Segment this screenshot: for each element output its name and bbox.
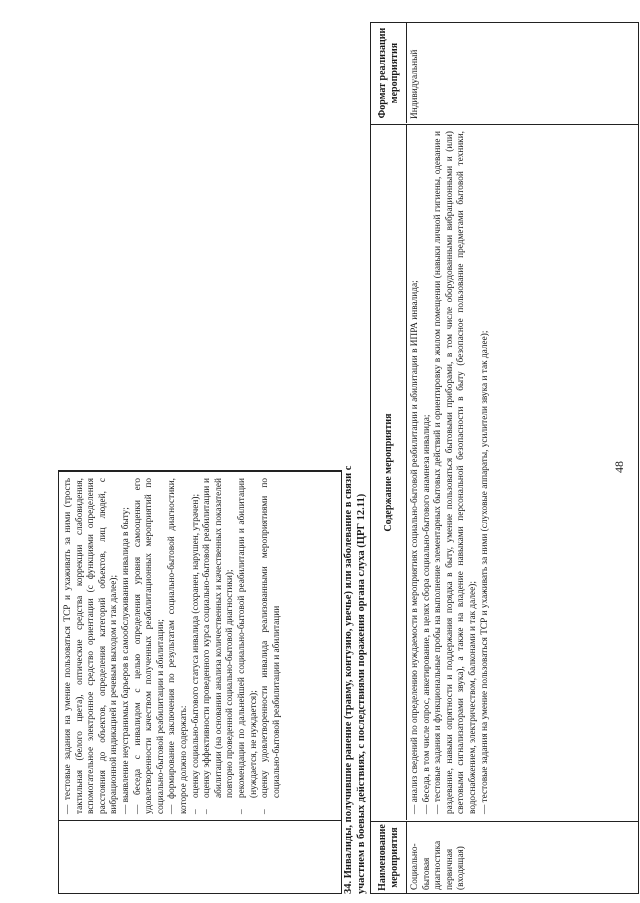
upper-sub-item: – оценку социально-бытового статуса инвалида (сохранен, нарушен, утрачен); [190,493,201,814]
upper-table-fragment [58,470,342,894]
section-heading: 34. Инвалиды, получившие ранение (травму, контузию, увечье) или заболевание в связи с участием в боевых действиях, с последствиями поражения органа слуха (ЦРГ 12.11) [343,465,367,894]
page-number: 48 [612,461,626,473]
content-item: — тестовые задания на умение пользоваться ТСР и ухаживать за ними (слуховые аппараты, усилители звука и так далее); [479,330,490,814]
header-content: Содержание мероприятия [371,124,407,820]
content-item: — тестовые задания и функциональные пробы на выполнение элементарных бытовых действий и ориентировку в жилом помещении (навыки личной гигиены, одевание и раздевание, навыки опрятности и поддержания порядка в быту, умение пользоваться бытовыми приборами, в том числе оборудованными вибрационными и (или) световыми сигнализаторами звука), а также на владение навыками персональной безопасности в быту (безопасное пользование предметами бытовой техники, водоснабжением, электричеством, балконами и так далее); [433,131,478,814]
upper-item: — тестовые задания на умение пользоваться ТСР и ухаживать за ними (трость тактильная (белого цвета), оптические средства коррекции слабовидения, вспомогательное электронное средство ориентации (с функциями определения расстояния до объектов, определения категорий объектов, лиц людей, с вибрационной индикацией и речевым выходом и так далее); [63,478,120,814]
upper-item: — формирование заключения по результатам социально-бытовой диагностики, которое должно содержать: [167,478,189,814]
row-name: Социально-бытовая диагностика первичная (входящая) [407,821,638,893]
header-name: Наименование мероприятия [371,821,407,893]
upper-sub-item: – рекомендации по дальнейшей социально-бытовой реабилитации и абилитации (нуждается, не нуждается); [236,478,259,814]
upper-sub-item: – оценку удовлетворенности инвалида реализованными мероприятиями по социально-бытовой реабилитации и абилитации [260,478,282,814]
header-format: Формат реализации мероприятия [371,23,407,123]
row-content [407,124,638,820]
upper-sub-item: – оценку эффективности проведенного курса социально-бытовой реабилитации и абилитации (на основании анализа количественных и качественных показателей повторно проведенной социально-бытовой диагностики); [202,478,236,814]
upper-item: — беседа с инвалидом с целью определения уровня самооценки его удовлетворенности качеством полученных реабилитационных мероприятий по социально-бытовой реабилитации и абилитации; [132,478,166,814]
lower-table [370,22,639,894]
content-item: — беседа, в том числе опрос, анкетирование, в целях сбора социально-бытового анамнеза инвалида; [421,414,432,814]
upper-item: — выявление неустранимых барьеров в самообслуживании инвалида в быту; [120,507,131,814]
upper-table-content-cell [59,471,341,820]
upper-table-name-cell [59,820,341,893]
content-item: — анализ сведений по определению нуждаемости в мероприятиях социально-бытовой реабилитации и абилитации в ИПРА инвалида; [410,280,420,814]
row-format: Индивидуальный [410,49,420,119]
